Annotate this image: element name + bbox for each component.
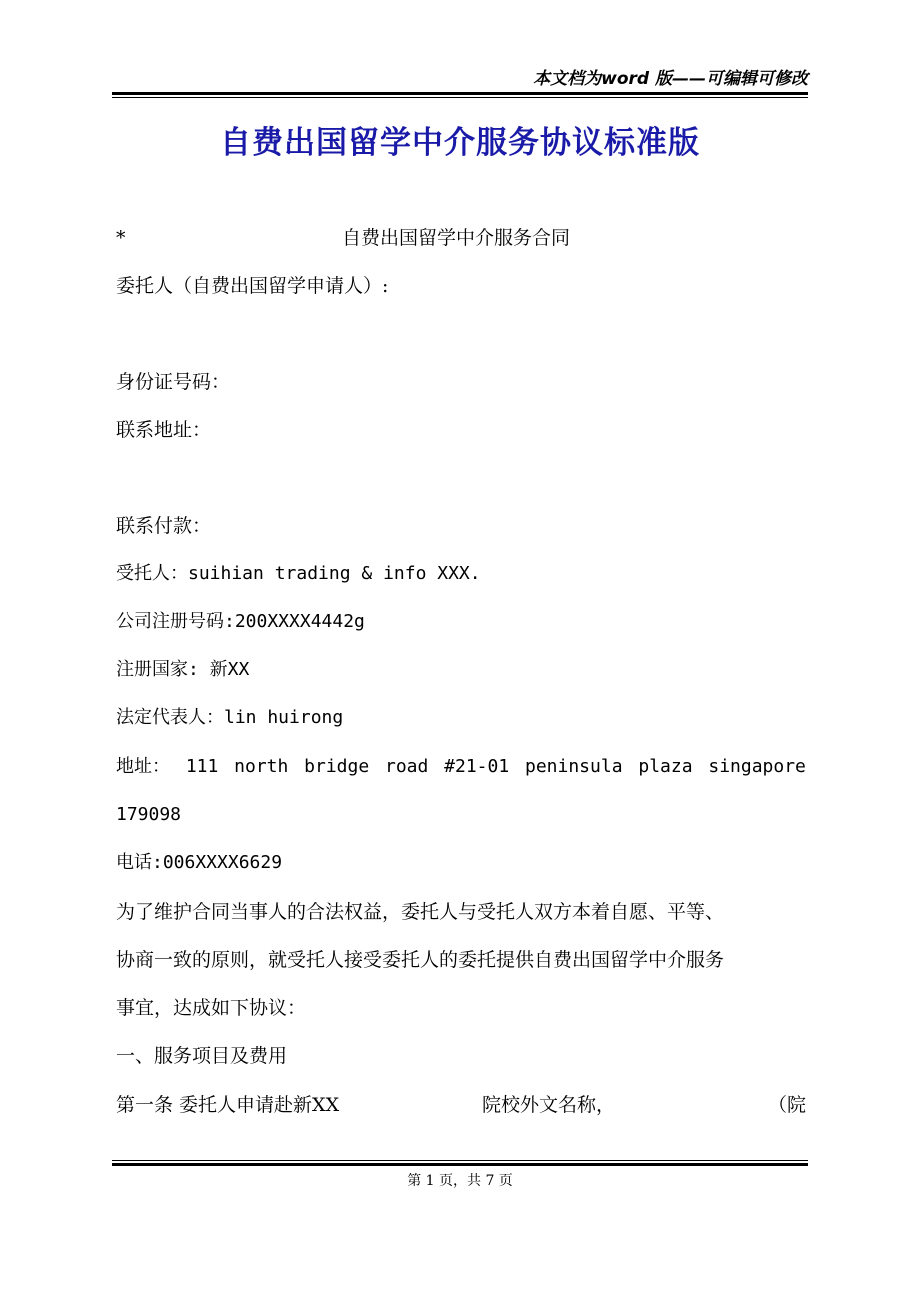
section-heading-services: 一、服务项目及费用	[116, 1045, 288, 1067]
contact-payment-label: 联系付款：	[116, 515, 212, 537]
document-title: 自费出国留学中介服务协议标准版	[220, 125, 700, 161]
legal-representative: 法定代表人：lin huirong	[116, 707, 344, 728]
registration-country: 注册国家: 新XX	[116, 659, 250, 680]
id-number-label: 身份证号码：	[116, 371, 231, 393]
agent-name: 受托人：suihian trading & info XXX.	[116, 563, 481, 584]
header-rule-thin	[112, 97, 808, 98]
article-1-end: （院	[767, 1094, 806, 1116]
address-part: plaza	[638, 756, 693, 777]
address-part: peninsula	[525, 756, 623, 777]
paragraph-line-2: 协商一致的原则，就受托人接受委托人的委托提供自费出国留学中介服务	[116, 949, 725, 971]
article-1-school-name: 院校外文名称，	[482, 1094, 616, 1116]
paragraph-line-3: 事宜，达成如下协议：	[116, 997, 307, 1019]
footer-rule-thin	[112, 1160, 808, 1161]
header-note: 本文档为word 版——可编辑可修改	[533, 69, 808, 89]
address-part: #21-01	[444, 756, 510, 777]
registration-number: 公司注册号码:200XXXX4442g	[116, 611, 365, 632]
contract-subtitle: 自费出国留学中介服务合同	[342, 227, 571, 249]
client-label: 委托人（自费出国留学申请人）:	[116, 275, 389, 297]
agent-address-postcode: 179098	[116, 804, 182, 825]
paragraph-line-1: 为了维护合同当事人的合法权益，委托人与受托人双方本着自愿、平等、	[116, 901, 725, 923]
agent-address	[116, 755, 806, 779]
address-part: north	[234, 756, 289, 777]
footer-rule-thick	[112, 1163, 808, 1166]
contract-subtitle-row	[116, 226, 806, 250]
agent-phone: 电话:006XXXX6629	[116, 852, 283, 873]
page-number: 第 1 页，共 7 页	[407, 1173, 513, 1189]
star-marker: *	[116, 227, 126, 249]
address-part: singapore	[708, 756, 806, 777]
article-1-start: 第一条 委托人申请赴新XX	[116, 1094, 340, 1116]
header-rule-thick	[112, 92, 808, 95]
article-1-row	[116, 1093, 806, 1117]
address-part: 地址：	[116, 756, 170, 777]
address-part: road	[384, 756, 429, 777]
address-part: bridge	[304, 756, 370, 777]
address-part: 111	[185, 756, 219, 777]
contact-address-label: 联系地址：	[116, 419, 212, 441]
